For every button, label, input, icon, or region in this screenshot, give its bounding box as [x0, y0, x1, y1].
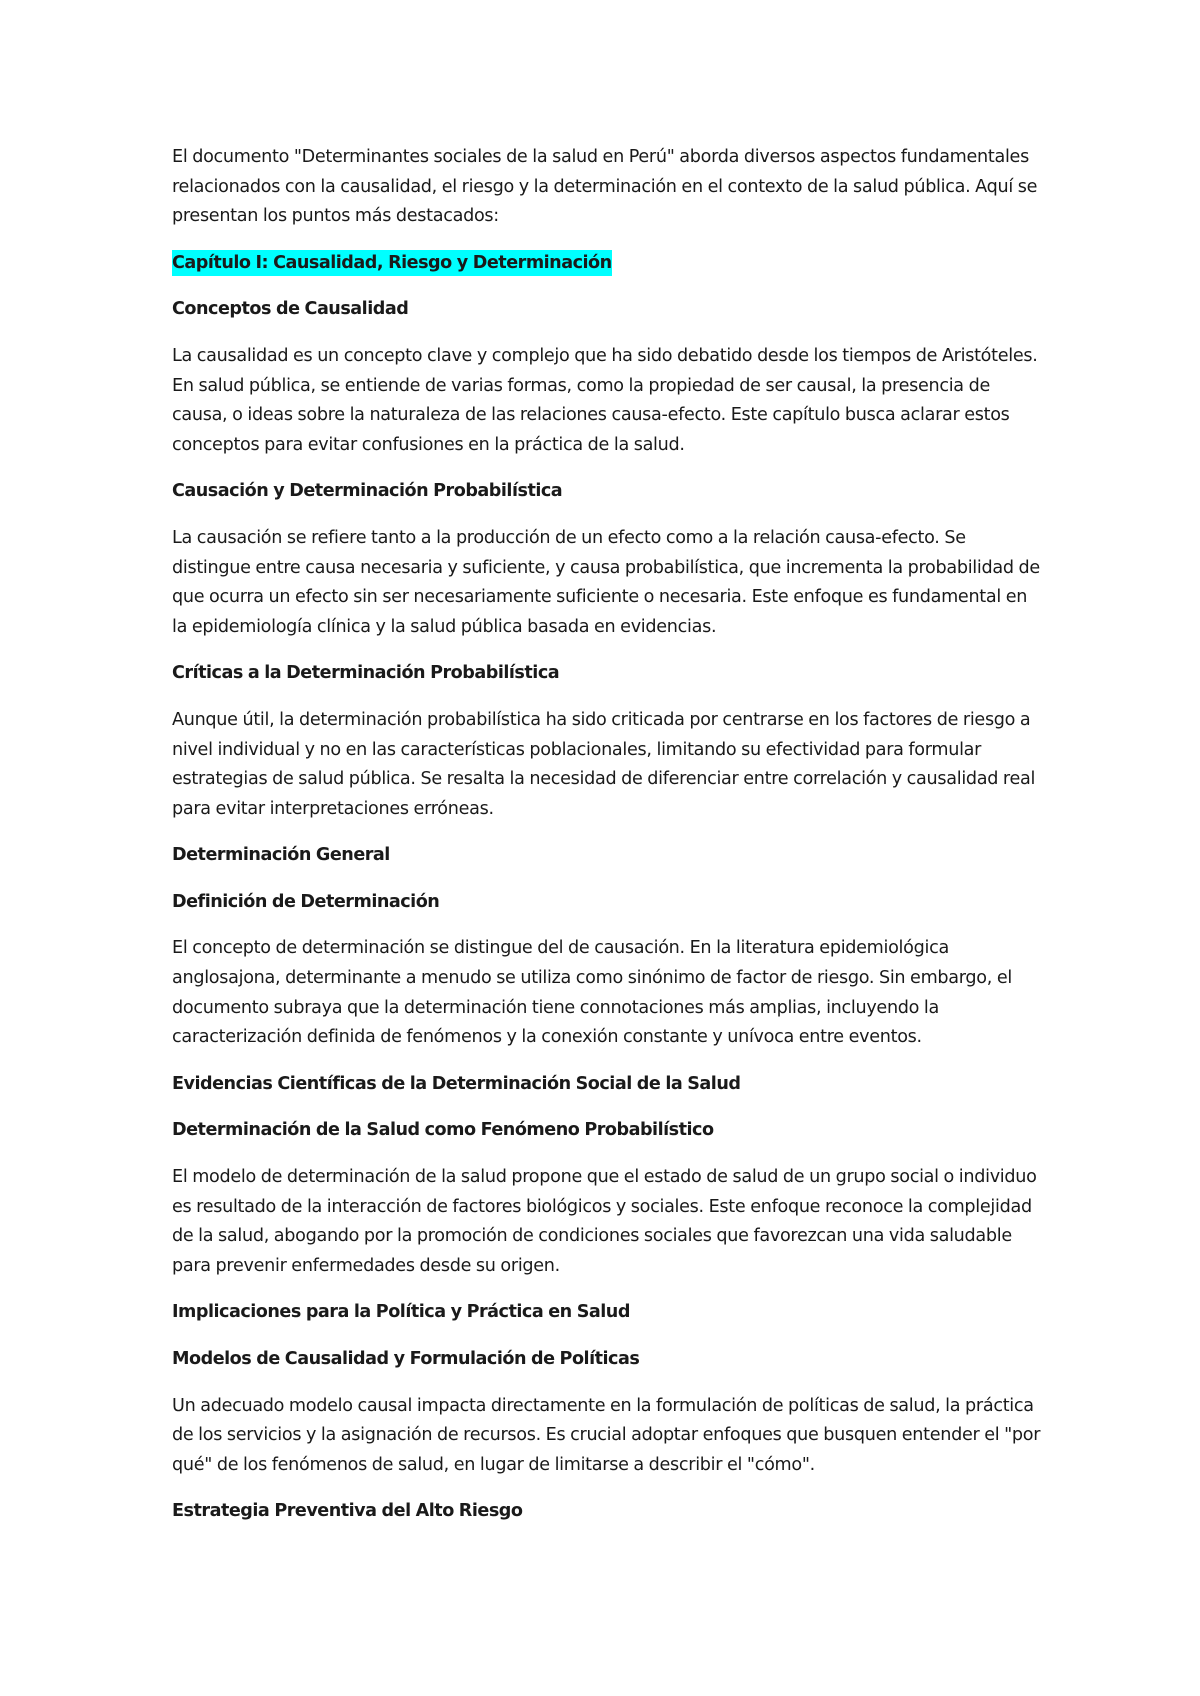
section-heading-evidencias-cientificas: Evidencias Científicas de la Determinación Social de la Salud: [172, 1073, 741, 1094]
section-heading-modelos-causalidad: Modelos de Causalidad y Formulación de Políticas: [172, 1349, 640, 1369]
section-body-definicion-determinacion: El concepto de determinación se distingue del de causación. En la literatura epidemiológica anglosajona, determinante a menudo se utiliza como sinónimo de factor de riesgo. Sin embargo, el documento subraya que la determinación tiene connotaciones más amplias, incluyendo la caracterización definida de fenómenos y la conexión constante y unívoca entre eventos.: [172, 938, 1012, 1048]
intro-paragraph: El documento "Determinantes sociales de la salud en Perú" aborda diversos aspectos fundamentales relacionados con la causalidad, el riesgo y la determinación en el contexto de la salud pública. Aquí se presentan los puntos más destacados:: [172, 147, 1038, 227]
section-body-causacion-determinacion: La causación se refiere tanto a la producción de un efecto como a la relación causa-efecto. Se distingue entre causa necesaria y suficiente, y causa probabilística, que incrementa la probabilidad de que ocurra un efecto sin ser necesariamente suficiente o necesaria. Este enfoque es fundamental en la epidemiología clínica y la salud pública basada en evidencias.: [172, 527, 1040, 637]
section-heading-conceptos-causalidad: Conceptos de Causalidad: [172, 299, 409, 320]
section-body-conceptos-causalidad: La causalidad es un concepto clave y complejo que ha sido debatido desde los tiempos de Aristóteles. En salud pública, se entiende de varias formas, como la propiedad de ser causal, la presencia de causa, o ideas sobre la naturaleza de las relaciones causa-efecto. Este capítulo busca aclarar estos conceptos para evitar confusiones en la práctica de la salud.: [172, 345, 1038, 455]
section-heading-estrategia-preventiva: Estrategia Preventiva del Alto Riesgo: [172, 1501, 523, 1522]
section-body-modelos-causalidad: Un adecuado modelo causal impacta directamente en la formulación de políticas de salud, la práctica de los servicios y la asignación de recursos. Es crucial adoptar enfoques que busquen entender el "por qué" de los fenómenos de salud, en lugar de limitarse a describir el "cómo".: [172, 1395, 1041, 1475]
section-body-criticas-determinacion: Aunque útil, la determinación probabilística ha sido criticada por centrarse en los factores de riesgo a nivel individual y no en las características poblacionales, limitando su efectividad para formular estrategias de salud pública. Se resalta la necesidad de diferenciar entre correlación y causalidad real para evitar interpretaciones erróneas.: [172, 709, 1036, 819]
section-heading-determinacion-salud: Determinación de la Salud como Fenómeno Probabilístico: [172, 1120, 714, 1141]
chapter-title-highlight: Capítulo I: Causalidad, Riesgo y Determinación: [172, 250, 612, 276]
section-body-determinacion-salud: El modelo de determinación de la salud propone que el estado de salud de un grupo social o individuo es resultado de la interacción de factores biológicos y sociales. Este enfoque reconoce la complejidad de la salud, abogando por la promoción de condiciones sociales que favorezcan una vida saludable para prevenir enfermedades desde su origen.: [172, 1167, 1037, 1276]
section-heading-criticas-determinacion: Críticas a la Determinación Probabilística: [172, 663, 560, 684]
document-body: [172, 143, 1042, 1544]
section-heading-determinacion-general: Determinación General: [172, 845, 390, 866]
section-heading-causacion-determinacion: Causación y Determinación Probabilística: [172, 481, 563, 502]
chapter-title: [172, 249, 1042, 279]
section-heading-implicaciones-politica: Implicaciones para la Política y Práctica en Salud: [172, 1302, 630, 1323]
section-heading-definicion-determinacion: Definición de Determinación: [172, 891, 440, 912]
